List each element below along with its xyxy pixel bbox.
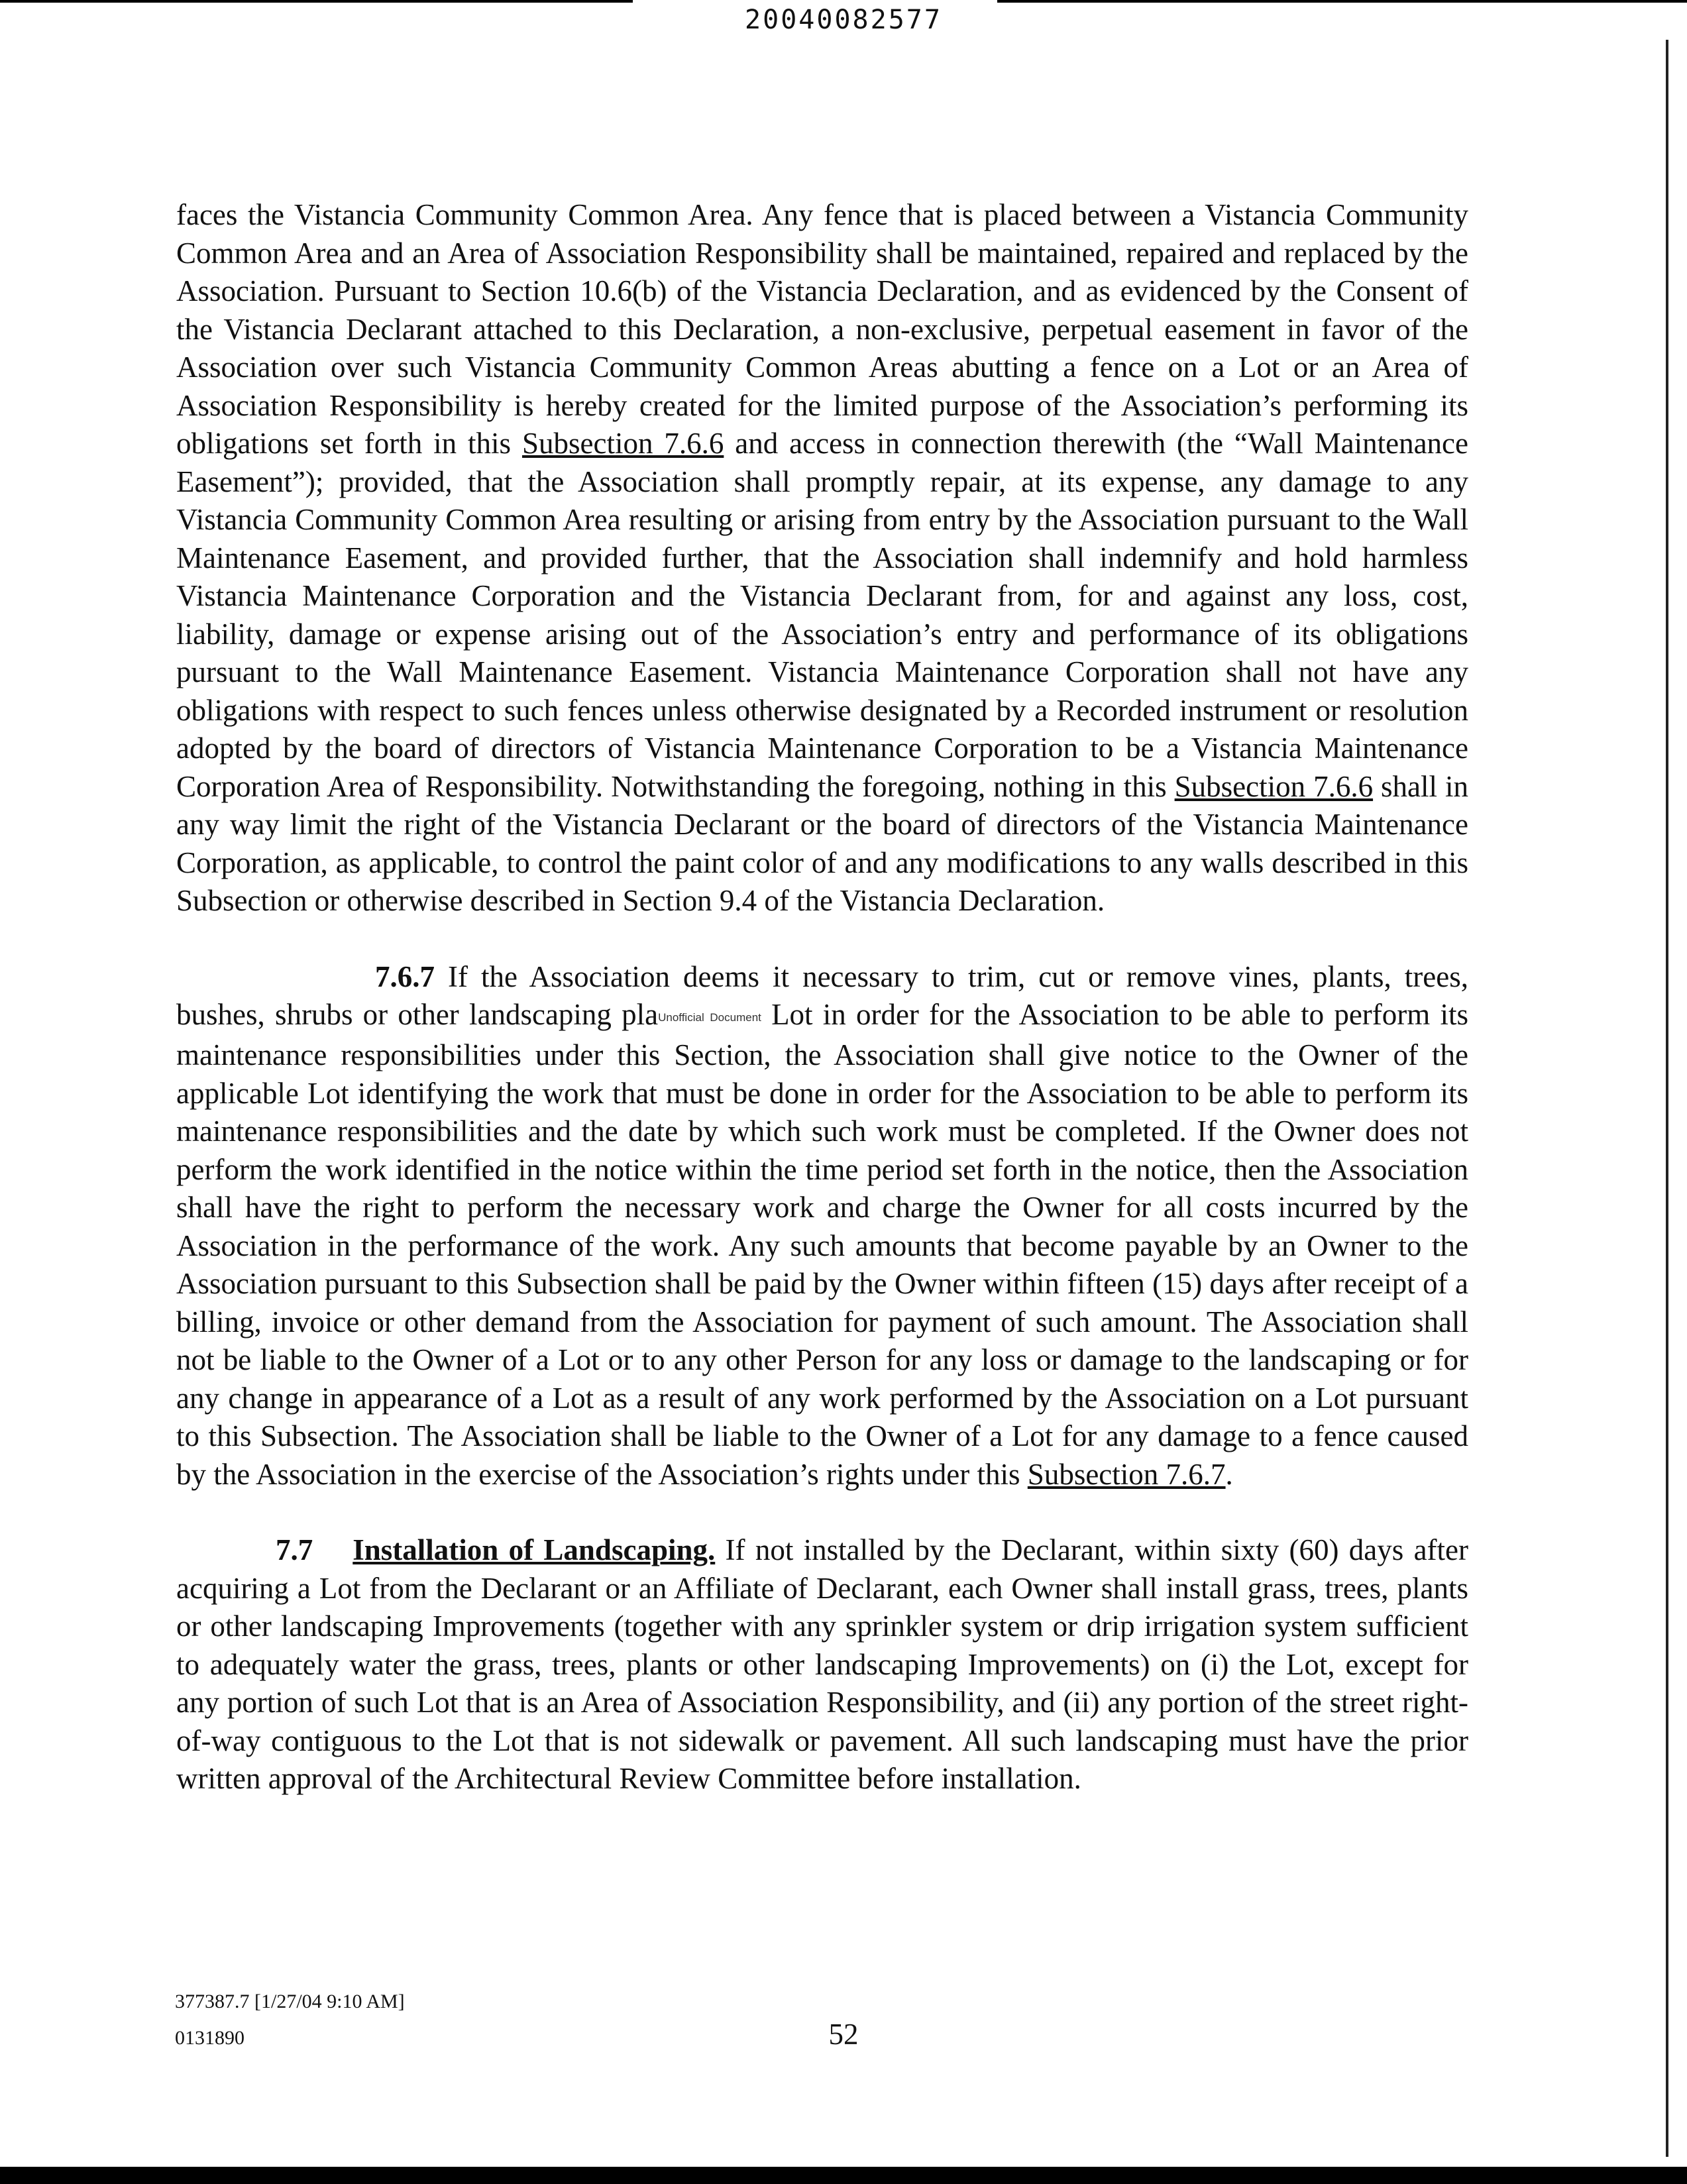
- unofficial-document-watermark: Unofficial Document: [658, 1010, 761, 1024]
- recording-number: 20040082577: [745, 5, 942, 35]
- section-7-6-7-paragraph: [176, 958, 1468, 1494]
- continuation-paragraph: [176, 196, 1468, 920]
- page-body: [176, 196, 1468, 1798]
- section-number: 7.6.7: [375, 959, 435, 993]
- paragraph-text: If not installed by the Declarant, within sixty (60) days after acquiring a Lot from the Declarant or an Affiliate of Declarant, each Owner shall install grass, trees, plants or other landscaping Improvements (together with any sprinkler system or drip irrigation system sufficient to adequately water the grass, trees, plants or other landscaping Improvements) on (i) the Lot, except for any portion of such Lot that is an Area of Association Responsibility, and (ii) any portion of the street right-of-way contiguous to the Lot that is not sidewalk or pavement. All such landscaping must have the prior written approval of the Architectural Review Committee before installation.: [176, 1533, 1468, 1796]
- paragraph-text: Lot in order for the Association to be able to perform its maintenance responsibilities under this Section, the Association shall give notice to the Owner of the applicable Lot identifying the work that must be done in order for the Association to be able to perform its maintenance responsibilities and the date by which such work must be completed. If the Owner does not perform the work identified in the notice within the time period set forth in the notice, then the Association shall have the right to perform the necessary work and charge the Owner for all costs incurred by the Association in the performance of the work. Any such amounts that become payable by an Owner to the Association pursuant to this Subsection shall be paid by the Owner within fifteen (15) days after receipt of a billing, invoice or other demand from the Association for payment of such amount. The Association shall not be liable to the Owner of a Lot or to any other Person for any loss or damage to the landscaping or for any change in appearance of a Lot as a result of any work performed by the Association on a Lot pursuant to this Subsection. The Association shall be liable to the Owner of a Lot for any damage to a fence caused by the Association in the exercise of the Association’s rights under this: [176, 998, 1468, 1491]
- section-title: Installation of Landscaping.: [353, 1533, 716, 1567]
- paragraph-text: and access in connection therewith (the “Wall Maintenance Easement”); provided, that the Association shall promptly repair, at its expense, any damage to any Vistancia Community Common Area resulting or arising from entry by the Association pursuant to the Wall Maintenance Easement, and provided further, that the Association shall indemnify and hold harmless Vistancia Maintenance Corporation and the Vistancia Declarant from, for and against any loss, cost, liability, damage or expense arising out of the Association’s entry and performance of its obligations pursuant to the Wall Maintenance Easement. Vistancia Maintenance Corporation shall not have any obligations with respect to such fences unless otherwise designated by a Recorded instrument or resolution adopted by the board of directors of Vistancia Maintenance Corporation to be a Vistancia Maintenance Corporation Area of Responsibility. Notwithstanding the foregoing, nothing in this: [176, 427, 1468, 803]
- section-number: 7.7: [276, 1533, 313, 1567]
- subsection-reference: Subsection 7.6.7: [1027, 1457, 1226, 1491]
- paragraph-text: shall in any way limit the right of the Vistancia Declarant or the board of directors of the Vistancia Maintenance Corporation, as applicable, to control the paint color of and any modifications to any walls described in this Subsection or otherwise described in Section 9.4 of the Vistancia Declaration.: [176, 769, 1469, 917]
- subsection-reference: Subsection 7.6.6: [1174, 769, 1374, 803]
- paragraph-end: .: [1225, 1457, 1233, 1491]
- paragraph-text: If the Association deems it necessary to trim, cut or remove vines, plants, trees, bushes, shrubs or other landscaping pla: [176, 959, 1468, 1031]
- footer-client-number: 0131890: [175, 2027, 245, 2049]
- section-7-7-paragraph: [176, 1531, 1468, 1798]
- page-number: 52: [828, 2018, 859, 2051]
- subsection-reference: Subsection 7.6.6: [521, 427, 724, 460]
- scan-bottom-border: [0, 2167, 1687, 2184]
- paragraph-text: faces the Vistancia Community Common Area. Any fence that is placed between a Vistancia Community Common Area and an Area of Association Responsibility shall be maintained, repaired and replaced by the Association. Pursuant to Section 10.6(b) of the Vistancia Declaration, and as evidenced by the Consent of the Vistancia Declarant attached to this Declaration, a non-exclusive, perpetual easement in favor of the Association over such Vistancia Community Common Areas abutting a fence on a Lot or an Area of Association Responsibility is hereby created for the limited purpose of the Association’s performing its obligations set forth in this: [176, 198, 1468, 460]
- scan-edge-line: [1666, 40, 1668, 2157]
- footer-doc-ref: 377387.7 [1/27/04 9:10 AM]: [175, 1991, 405, 2012]
